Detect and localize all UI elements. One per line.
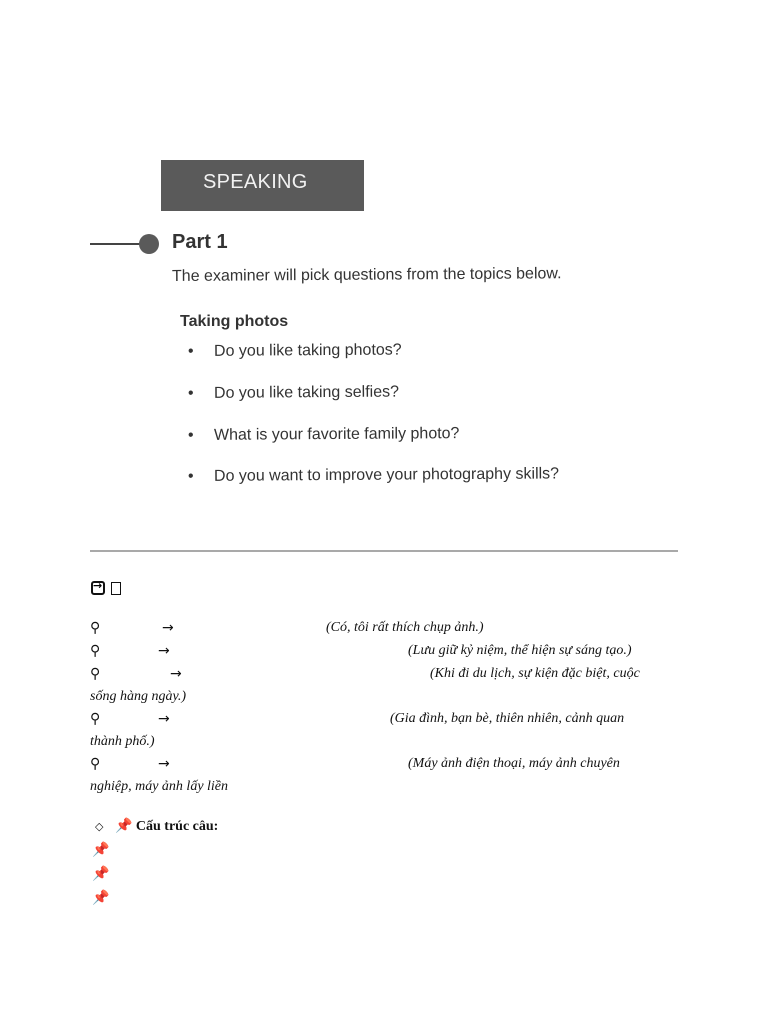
part-intro: The examiner will pick questions from the topics below. — [171, 265, 562, 285]
arrow-icon: → — [158, 711, 170, 727]
answer-note: (Lưu giữ kỷ niệm, thể hiện sự sáng tạo.) — [408, 643, 632, 658]
part-dot-icon — [139, 234, 159, 254]
pushpin-icon: 📌 — [92, 890, 110, 906]
structure-heading — [95, 818, 218, 835]
pushpin-icon: 📌 — [92, 866, 110, 882]
question-item — [188, 384, 399, 403]
pushpin-icon: 📌 — [114, 818, 133, 834]
pin-icon: ⚲ — [90, 756, 101, 772]
question-item — [188, 465, 559, 486]
pushpin-icon: 📌 — [92, 842, 110, 858]
enter-arrow-icon — [91, 581, 105, 595]
question-item — [188, 342, 402, 361]
diamond-icon: ◇ — [95, 820, 104, 833]
structure-label: Cấu trúc câu: — [135, 819, 219, 834]
answer-note: (Máy ảnh điện thoại, máy ảnh chuyên — [408, 756, 620, 771]
pin-icon: ⚲ — [90, 643, 101, 659]
topic-title: Taking photos — [180, 313, 289, 330]
question-text: Do you like taking selfies? — [213, 383, 400, 402]
tag-row — [91, 579, 121, 597]
section-banner — [161, 160, 364, 211]
answer-note: (Gia đình, bạn bè, thiên nhiên, cảnh quan — [390, 711, 625, 726]
arrow-icon: → — [162, 620, 174, 636]
section-divider — [90, 550, 678, 552]
answer-note-continuation: sống hàng ngày.) — [90, 689, 187, 704]
banner-label: SPEAKING — [203, 171, 308, 193]
placeholder-glyph-icon — [111, 582, 121, 595]
pin-icon: ⚲ — [90, 666, 101, 682]
bullet-icon: • — [187, 342, 194, 360]
answer-note: (Có, tôi rất thích chụp ảnh.) — [326, 620, 484, 635]
arrow-icon: → — [170, 666, 182, 682]
answer-note-continuation: nghiệp, máy ảnh lấy liền — [90, 779, 229, 794]
pin-icon: ⚲ — [90, 620, 101, 636]
pin-icon: ⚲ — [90, 711, 101, 727]
part-connector-line — [90, 243, 142, 245]
question-text: Do you want to improve your photography skills? — [213, 465, 560, 485]
part-title: Part 1 — [172, 231, 228, 253]
arrow-icon: → — [158, 643, 170, 659]
arrow-icon: → — [158, 756, 170, 772]
bullet-icon: • — [187, 467, 194, 485]
bullet-icon: • — [187, 384, 194, 402]
bullet-icon: • — [187, 426, 194, 444]
answer-note: (Khi đi du lịch, sự kiện đặc biệt, cuộc — [430, 666, 640, 681]
question-text: Do you like taking photos? — [213, 341, 402, 360]
answer-note-continuation: thành phố.) — [90, 734, 155, 749]
question-item — [188, 425, 460, 445]
question-text: What is your favorite family photo? — [213, 425, 460, 444]
